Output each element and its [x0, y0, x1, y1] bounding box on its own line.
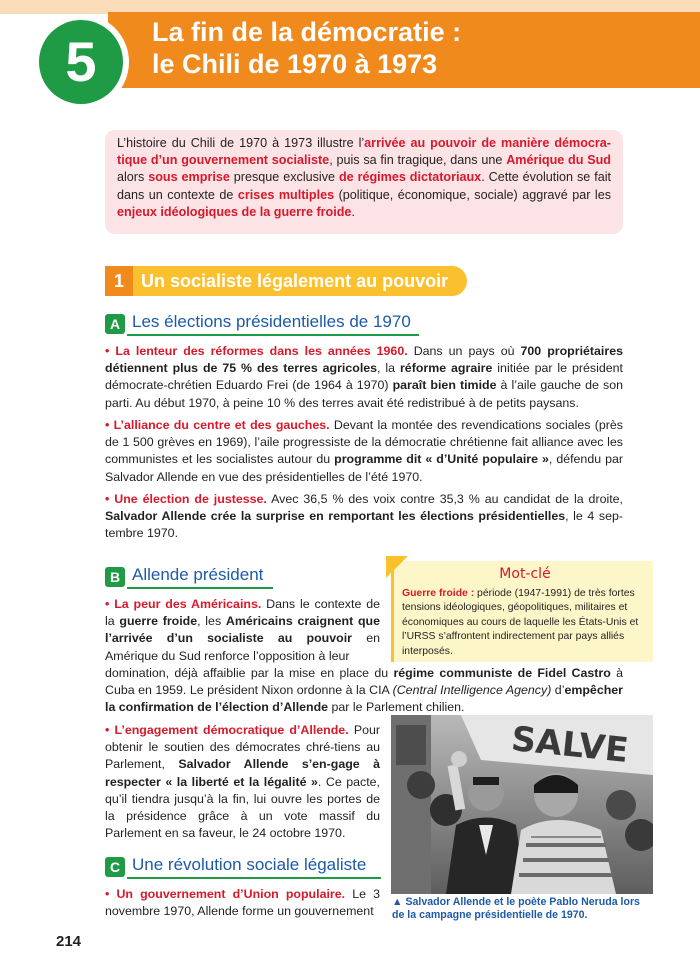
keyword-box	[391, 561, 653, 662]
paragraph-text: Pour obtenir le soutien des démocrates chré-tiens au Parlement,	[105, 723, 380, 772]
paragraph-bold: guerre froide	[119, 614, 198, 629]
paragraph-text: par le Parlement chilien.	[328, 700, 465, 715]
paragraph-text: domination, déjà affaiblie par la mise en place du	[105, 666, 394, 680]
paragraph-lead: • La lenteur des réformes dans les années 1960.	[105, 344, 408, 358]
intro-highlight: enjeux idéologiques de la guerre froide	[117, 204, 352, 219]
paragraph-lenteur	[105, 343, 623, 412]
paragraph-engagement	[105, 722, 380, 842]
intro-text: (politique, économique, sociale) aggravé par les	[334, 187, 611, 202]
paragraph-lead: • La peur des Américains.	[105, 597, 262, 611]
keyword-box-title: Mot-clé	[499, 566, 551, 582]
paragraph-election	[105, 491, 623, 543]
paragraph-lead: • L’alliance du centre et des gauches.	[105, 418, 330, 432]
intro-text: . Cette évolution se fait dans un contexte de	[117, 170, 612, 202]
paragraph-italic: (Central Intelligence Agency)	[392, 683, 552, 698]
intro-text: , puis sa fin tragique, dans une	[329, 153, 507, 168]
paragraph-bold: régime communiste de Fidel Castro	[393, 666, 611, 680]
subheading-letter: A	[105, 314, 125, 334]
keyword-term: Guerre froide :	[402, 588, 475, 599]
paragraph-bold: empêcher la confirmation de l’élection d’Allende	[105, 683, 623, 715]
paragraph-text: Le 3 novembre 1970, Allende forme un gouvernement	[105, 887, 380, 919]
chapter-title-line1: La fin de la démocratie :	[152, 17, 462, 47]
paragraph-bold: Salvador Allende s’en-gage à respecter « la liberté et la légalité »	[105, 757, 380, 789]
subheading-b	[105, 566, 285, 588]
subheading-underline	[127, 334, 419, 336]
historical-photo	[391, 715, 653, 894]
intro-box	[105, 130, 623, 234]
keyword-definition	[402, 587, 652, 659]
paragraph-text: d’	[551, 683, 565, 698]
paragraph-peur	[105, 596, 380, 665]
paragraph-bold: paraît bien timide	[392, 378, 497, 393]
intro-text: L’histoire du Chili de 1970 à 1973 illustre l’	[117, 136, 365, 150]
subheading-title: Les élections présidentielles de 1970	[132, 312, 411, 331]
page-number: 214	[56, 933, 82, 950]
chapter-title-line2: le Chili de 1970 à 1973	[152, 49, 438, 79]
paragraph-text: initiée par le président démocrate-chrétien Eduardo Frei (de 1964 à 1970)	[105, 361, 623, 393]
paragraph-alliance	[105, 417, 623, 486]
subheading-title: Une révolution sociale légaliste	[132, 855, 367, 874]
intro-highlight: sous emprise	[148, 170, 230, 185]
subheading-underline	[127, 877, 381, 879]
subheading-title: Allende président	[132, 565, 264, 584]
paragraph-text: à l’aile gauche de son parti. Au début 1970, à peine 10 % des terres avait été redistribué à de petits paysans.	[105, 378, 623, 410]
paragraph-text: Dans un pays où	[407, 344, 521, 358]
paragraph-bold: Américains craignent que l’arrivée d’un socialiste au pouvoir	[105, 614, 380, 646]
paragraph-lead: • Un gouvernement d’Union populaire.	[105, 887, 346, 901]
paragraph-bold: Salvador Allende crée la surprise en remportant les élections présidentielles	[105, 509, 566, 524]
paragraph-peur-suite	[105, 665, 623, 717]
section-title: Un socialiste légalement au pouvoir	[141, 271, 449, 291]
subheading-c	[105, 856, 385, 878]
paragraph-lead: • L’engagement démocratique d’Allende.	[105, 723, 349, 737]
paragraph-union	[105, 886, 380, 920]
intro-highlight: crises multiples	[237, 187, 335, 202]
paragraph-text: Dans le contexte de la	[105, 597, 380, 629]
keyword-definition-text: période (1947-1991) de très fortes tensions idéologiques, géopolitiques, militaires et économiques au cours de laquelle les États-Unis et l’URSS s’affrontent indirectement par pays alliés interposés.	[402, 588, 639, 657]
subheading-letter: B	[105, 567, 125, 587]
paragraph-text: , les	[197, 614, 226, 629]
subheading-letter: C	[105, 857, 125, 877]
paragraph-text: à Cuba en 1959. Le président Nixon ordonne à la CIA	[105, 666, 623, 698]
paragraph-text: . Ce pacte, qu’il tiendra jusqu’à la fin, lui ouvre les portes de la présidence grâce à un vote massif du Parlement en sa faveur, le 24 octobre 1970.	[105, 774, 380, 841]
caption-text: Salvador Allende et le poète Pablo Neruda lors de la campagne présidentielle de 1970.	[392, 896, 640, 921]
paragraph-text: Devant la montée des revendications sociales (près de 1 500 grèves en 1969), l’aile progressiste de la démocratie chrétienne fait alliance avec les communistes et les socialistes autour du	[105, 418, 623, 467]
paragraph-lead: • Une élection de justesse.	[105, 492, 267, 506]
intro-text: presque exclusive	[229, 170, 339, 185]
paragraph-text: , la	[377, 361, 400, 376]
chapter-header	[0, 0, 700, 93]
section-heading	[105, 266, 467, 296]
photo-sign-text: SALVE	[509, 718, 631, 772]
intro-text: alors	[117, 170, 149, 185]
paragraph-text: , défendu par Salvador Allende en vue des présidentielles de l’été 1970.	[105, 452, 623, 484]
intro-highlight: Amérique du Sud	[506, 153, 612, 168]
section-number: 1	[105, 266, 133, 296]
intro-highlight: de régimes dictatoriaux	[338, 170, 482, 185]
paragraph-bold: programme dit « d’Unité populaire »	[334, 452, 549, 467]
paragraph-bold: 700 propriétaires détiennent plus de 75 % des terres agricoles	[105, 344, 623, 376]
caption-marker: ▲	[392, 896, 403, 908]
photo-caption	[392, 896, 654, 922]
intro-highlight: arrivée au pouvoir de manière démocra-tique d’un gouvernement socialiste	[117, 136, 612, 168]
intro-text: .	[351, 204, 355, 219]
subheading-underline	[127, 587, 273, 589]
chapter-number: 5	[39, 20, 123, 104]
keyword-box-corner	[386, 556, 408, 578]
paragraph-text: Avec 36,5 % des voix contre 35,3 % au candidat de la droite,	[266, 492, 623, 506]
paragraph-bold: réforme agraire	[399, 361, 493, 376]
chapter-title	[152, 16, 692, 80]
paragraph-text: , le 4 sep-tembre 1970.	[105, 509, 623, 541]
photo-illustration	[391, 715, 653, 894]
paragraph-text: en Amérique du Sud renforce l’opposition à leur	[105, 631, 380, 663]
subheading-a	[105, 313, 425, 335]
